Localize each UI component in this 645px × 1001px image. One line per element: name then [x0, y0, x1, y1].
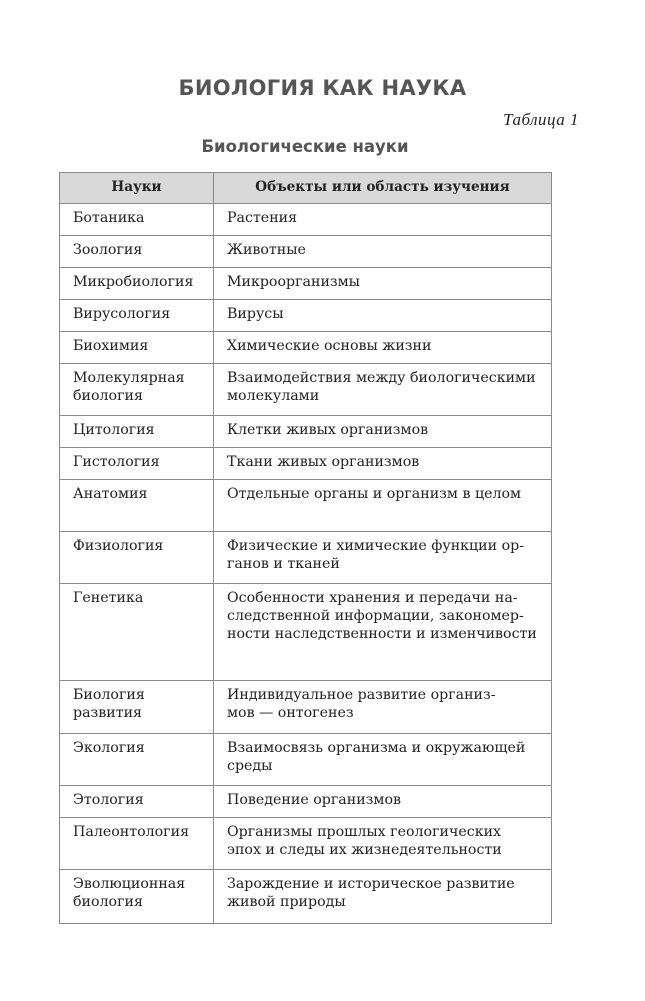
table-title: Биологические науки — [201, 137, 409, 156]
study-object-cell: Физические и химические функции ор- ганов и тканей — [214, 532, 552, 584]
science-name-cell: Физиология — [60, 532, 214, 584]
table-row — [60, 480, 552, 532]
table-row — [60, 236, 552, 268]
study-object-cell: Поведение организмов — [214, 786, 552, 818]
study-object-cell: Животные — [214, 236, 552, 268]
science-name-cell: Эволюционная биология — [60, 870, 214, 924]
table-row — [60, 364, 552, 416]
table-row — [60, 870, 552, 924]
science-name-cell: Биохимия — [60, 332, 214, 364]
study-object-cell: Зарождение и историческое развитие живой природы — [214, 870, 552, 924]
science-name-cell: Гистология — [60, 448, 214, 480]
table-row — [60, 818, 552, 870]
study-object-cell: Химические основы жизни — [214, 332, 552, 364]
table-row — [60, 416, 552, 448]
study-object-cell: Взаимосвязь организма и окружающей среды — [214, 734, 552, 786]
science-name-cell: Зоология — [60, 236, 214, 268]
table-row — [60, 734, 552, 786]
study-object-cell: Клетки живых организмов — [214, 416, 552, 448]
table-row — [60, 268, 552, 300]
study-object-cell: Ткани живых организмов — [214, 448, 552, 480]
study-object-cell: Микроорганизмы — [214, 268, 552, 300]
table-row — [60, 786, 552, 818]
study-object-cell: Взаимодействия между биологическими молекулами — [214, 364, 552, 416]
table-row — [60, 204, 552, 236]
table-row — [60, 532, 552, 584]
science-name-cell: Генетика — [60, 584, 214, 681]
science-name-cell: Анатомия — [60, 480, 214, 532]
science-name-cell: Молекулярная биология — [60, 364, 214, 416]
science-name-cell: Этология — [60, 786, 214, 818]
science-name-cell: Микробиология — [60, 268, 214, 300]
table-row — [60, 584, 552, 681]
study-object-cell: Вирусы — [214, 300, 552, 332]
table-row — [60, 681, 552, 734]
study-object-cell: Организмы прошлых геологических эпох и следы их жизнедеятельности — [214, 818, 552, 870]
table-row — [60, 300, 552, 332]
table-row — [60, 332, 552, 364]
header-objects: Объекты или область изучения — [214, 173, 552, 204]
table-label: Таблица 1 — [503, 110, 579, 129]
header-sciences: Науки — [60, 173, 214, 204]
chapter-title: БИОЛОГИЯ КАК НАУКА — [178, 76, 467, 100]
science-name-cell: Вирусология — [60, 300, 214, 332]
science-name-cell: Биология развития — [60, 681, 214, 734]
study-object-cell: Особенности хранения и передачи на- следственной информации, закономер- ности наследственности и изменчивости — [214, 584, 552, 681]
science-name-cell: Ботаника — [60, 204, 214, 236]
study-object-cell: Растения — [214, 204, 552, 236]
science-name-cell: Цитология — [60, 416, 214, 448]
biological-sciences-table — [59, 172, 552, 924]
science-name-cell: Экология — [60, 734, 214, 786]
study-object-cell: Индивидуальное развитие организ- мов — онтогенез — [214, 681, 552, 734]
table-row — [60, 448, 552, 480]
table-header-row — [60, 173, 552, 204]
study-object-cell: Отдельные органы и организм в целом — [214, 480, 552, 532]
science-name-cell: Палеонтология — [60, 818, 214, 870]
